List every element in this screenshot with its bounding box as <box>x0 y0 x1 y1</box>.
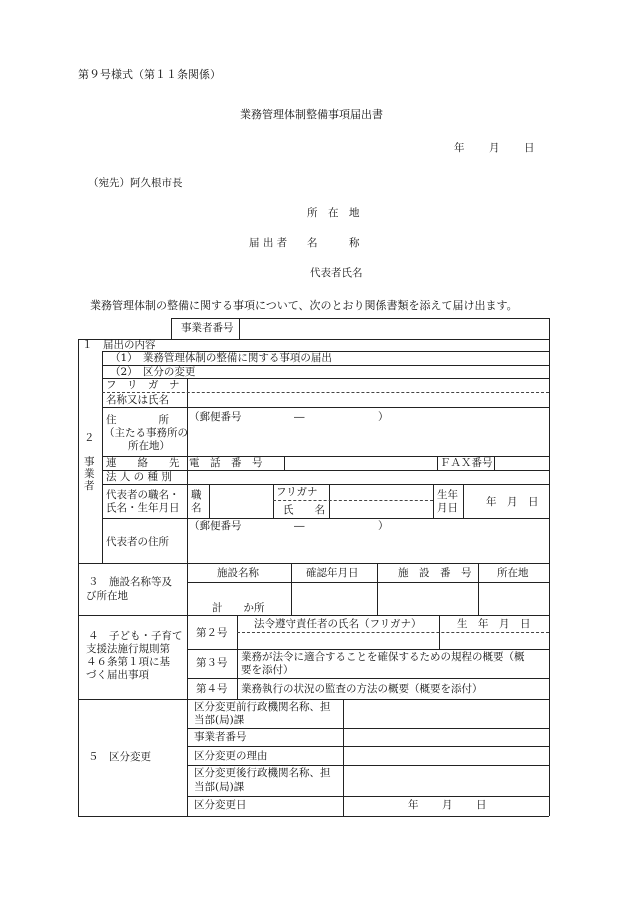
item-no3-label: 第３号 <box>196 657 228 669</box>
section3-label-line2: び所在地 <box>86 590 128 602</box>
officer-birth-label: 生 年 月 日 <box>457 618 531 630</box>
furigana-field[interactable] <box>189 379 547 391</box>
section2-number: ２ <box>84 432 95 444</box>
section4-label-line3: ４６条第１項に基 <box>86 656 170 668</box>
facility-number-header: 施 設 番 号 <box>398 567 472 579</box>
document-title: 業務管理体制整備事項届出書 <box>240 108 383 121</box>
corporation-type-label: 法 人 の 種 別 <box>106 471 172 483</box>
prev-agency-label-line2: 当部(局)課 <box>194 714 245 726</box>
rep-info-label-line1: 代表者の職名・ <box>106 489 180 501</box>
change-reason-field[interactable] <box>345 748 547 763</box>
section3-label-line1: ３ 施設名称等及 <box>88 576 172 588</box>
business-number-label: 事業者番号 <box>181 322 234 334</box>
change-date-month: 月 <box>442 799 453 811</box>
fax-label: ＦＡＸ番号 <box>440 457 493 469</box>
section4-label-line2: 支援法施行規則第 <box>86 643 170 655</box>
job-title-label-line2: 名 <box>191 502 202 514</box>
facility-total: 計 か所 <box>212 602 265 614</box>
postal-code-field[interactable]: （郵便番号 ― ） <box>189 411 389 423</box>
section5-label: ５ 区分変更 <box>88 751 151 763</box>
item-no4-text: 業務執行の状況の監査の方法の概要（概要を添付） <box>241 683 483 695</box>
date-month: 月 <box>489 142 500 154</box>
applicant-label: 届 出 者 <box>249 237 288 249</box>
rep-furigana-label: フリガナ <box>276 486 318 498</box>
change-business-number-field[interactable] <box>345 730 547 744</box>
section4-label-line4: づく届出事項 <box>86 669 149 681</box>
compliance-officer-field[interactable] <box>239 634 437 647</box>
confirmation-date-header: 確認年月日 <box>306 567 359 579</box>
contact-label: 連 絡 先 <box>106 457 180 469</box>
change-date-day: 日 <box>476 799 487 811</box>
new-agency-field[interactable] <box>345 767 547 794</box>
form-number: 第９号様式（第１１条関係） <box>78 68 221 81</box>
location-label: 所 在 地 <box>307 207 360 219</box>
address-label-line1: 住 所 <box>106 414 169 426</box>
date-year: 年 <box>454 142 465 154</box>
item-no4-label: 第４号 <box>196 683 228 695</box>
change-reason-label: 区分変更の理由 <box>194 750 268 762</box>
birth-label-line1: 生年 <box>437 489 458 501</box>
option-system-notification[interactable]: （1） 業務管理体制の整備に関する事項の届出 <box>110 352 332 364</box>
fax-field[interactable] <box>496 457 547 469</box>
item-no3-text-line2: 要を添付） <box>241 664 294 676</box>
change-business-number-label: 事業者番号 <box>194 731 247 743</box>
section4-label-line1: ４ 子ども・子育て <box>88 630 183 642</box>
company-name-label: 名称又は氏名 <box>106 394 169 406</box>
change-date-label: 区分変更日 <box>194 799 247 811</box>
rep-name-label: 氏 名 <box>283 504 325 516</box>
facility-name-header: 施設名称 <box>217 567 259 579</box>
birth-label-line2: 月日 <box>437 502 458 514</box>
new-agency-label-line2: 当部(局)課 <box>194 781 245 793</box>
date-day: 日 <box>524 142 535 154</box>
change-date-year: 年 <box>408 799 419 811</box>
item-no3-text-line1: 業務が法令に適合することを確保するための規程の概要（概 <box>241 651 525 663</box>
job-title-label-line1: 職 <box>191 489 202 501</box>
furigana-label: フ リ ガ ナ <box>106 379 180 391</box>
company-name-field[interactable] <box>189 394 547 406</box>
prev-agency-field[interactable] <box>345 701 547 726</box>
name-label: 名 称 <box>307 237 360 249</box>
phone-label: 電 話 番 号 <box>189 457 263 469</box>
item-no2-label: 第２号 <box>196 627 228 639</box>
rep-info-label-line2: 氏名・生年月日 <box>106 502 180 514</box>
option-category-change[interactable]: （2） 区分の変更 <box>110 366 196 378</box>
rep-address-label: 代表者の住所 <box>106 536 169 548</box>
rep-postal-field[interactable]: （郵便番号 ― ） <box>189 520 389 532</box>
section1-title: １ 届出の内容 <box>82 339 156 351</box>
phone-field[interactable] <box>286 457 435 469</box>
corporation-type-field[interactable] <box>189 471 547 483</box>
representative-label: 代表者氏名 <box>310 267 363 279</box>
facility-location-header: 所在地 <box>497 567 529 579</box>
birth-date-field[interactable]: 年 月 日 <box>486 496 539 508</box>
addressee: （宛先）阿久根市長 <box>88 177 183 189</box>
statement: 業務管理体制の整備に関する事項について、次のとおり関係書類を添えて届け出ます。 <box>90 299 518 312</box>
compliance-officer-label: 法令遵守責任者の氏名（フリガナ） <box>254 618 422 630</box>
prev-agency-label-line1: 区分変更前行政機関名称、担 <box>194 701 331 713</box>
address-label-line3: 所在地） <box>128 440 170 452</box>
address-label-line2: （主たる事務所の <box>104 427 188 439</box>
new-agency-label-line1: 区分変更後行政機関名称、担 <box>194 767 331 779</box>
section2-vertical-label: 事業者 <box>84 456 95 493</box>
business-number-field[interactable] <box>241 320 547 337</box>
